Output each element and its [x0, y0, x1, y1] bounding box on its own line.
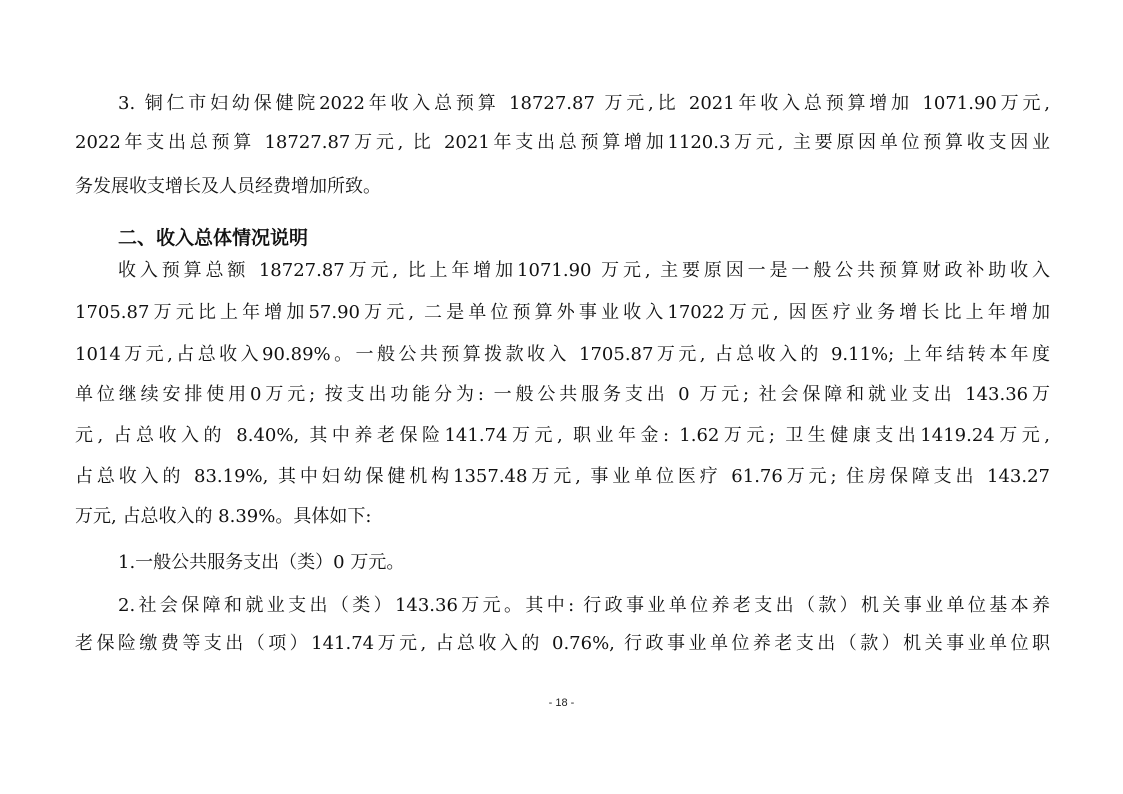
list-item-2-line-2: 老保险缴费等支出（项）141.74万元, 占总收入的 0.76%, 行政事业单位养老支出（款）机关事业单位职 [75, 633, 1050, 654]
paragraph-1-line-1: 3. 铜仁市妇幼保健院2022年收入总预算 18727.87 万元,比 2021年收入总预算增加 1071.90万元, [118, 93, 1050, 114]
paragraph-2-line-3: 1014万元,占总收入90.89%。一般公共预算拨款收入 1705.87万元, 占总收入的 9.11%; 上年结转本年度 [75, 344, 1050, 365]
paragraph-2-line-1: 收入预算总额 18727.87万元, 比上年增加1071.90 万元, 主要原因一是一般公共预算财政补助收入 [118, 260, 1050, 281]
paragraph-1-line-3: 务发展收支增长及人员经费增加所致。 [75, 176, 381, 197]
paragraph-2-line-5: 元, 占总收入的 8.40%, 其中养老保险141.74万元, 职业年金: 1.62万元; 卫生健康支出1419.24万元, [75, 425, 1050, 446]
paragraph-2-line-6: 占总收入的 83.19%, 其中妇幼保健机构1357.48万元, 事业单位医疗 61.76万元; 住房保障支出 143.27 [75, 466, 1050, 487]
list-item-2-line-1: 2.社会保障和就业支出（类）143.36万元。其中: 行政事业单位养老支出（款）机关事业单位基本养 [118, 595, 1050, 616]
paragraph-2-line-2: 1705.87万元比上年增加57.90万元, 二是单位预算外事业收入17022万元, 因医疗业务增长比上年增加 [75, 302, 1050, 323]
list-item-1: 1.一般公共服务支出（类）0 万元。 [118, 552, 405, 573]
paragraph-1-line-2: 2022年支出总预算 18727.87万元, 比 2021年支出总预算增加1120.3万元, 主要原因单位预算收支因业 [75, 132, 1050, 153]
paragraph-2-line-7: 万元, 占总收入的 8.39%。具体如下: [75, 506, 372, 527]
section-heading: 二、收入总体情况说明 [118, 227, 309, 249]
page-number: - 18 - [548, 697, 575, 709]
paragraph-2-line-4: 单位继续安排使用0万元; 按支出功能分为: 一般公共服务支出 0 万元; 社会保障和就业支出 143.36万 [75, 384, 1050, 405]
